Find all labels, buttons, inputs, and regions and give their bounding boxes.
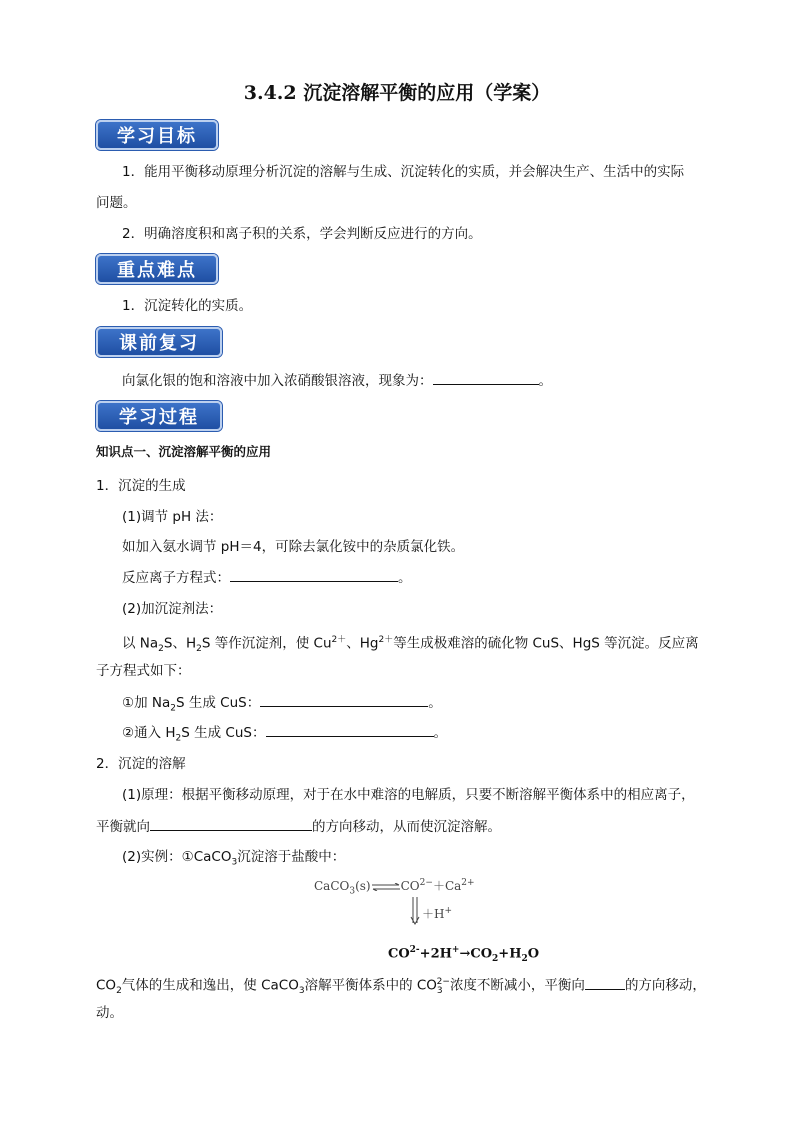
subscript: 2 [170,703,176,714]
subscript: 3 [436,986,443,997]
punct: 。 [428,695,442,711]
badge-key-points: 重点难点 [96,254,218,284]
hplus-label [422,905,452,922]
principle-line-1: (1)原理：根据平衡移动原理，对于在水中难溶的电解质，只要不断溶解平衡体系中的相应离子， [122,787,695,803]
down-arrow-icon [409,897,423,929]
goal-item-1-cont: 问题。 [96,195,137,211]
method-2-text [122,630,699,659]
text: 沉淀溶于盐酸中： [237,849,346,865]
eq-text: ＋Ca [432,879,462,893]
superscript: + [444,906,453,916]
goal-item-1: 1．能用平衡移动原理分析沉淀的溶解与生成、沉淀转化的实质，并会解决生产、生活中的实际 [122,164,685,180]
superscript: 2＋ [331,635,347,645]
eq-text: O [527,946,540,962]
text: 以 Na [122,635,159,652]
method-1-example: 如加入氨水调节 pH＝4，可除去氯化铵中的杂质氯化铁。 [122,539,465,555]
text: S 等作沉淀剂，使 Cu [201,635,332,652]
punct: 。 [538,373,552,389]
method-2-text-cont: 子方程式如下： [96,663,191,679]
eq-text: CO [388,946,410,962]
method-2-title: (2)加沉淀剂法： [122,601,223,617]
text: 平衡就向 [96,819,150,835]
text: 、Hg [346,635,379,652]
badge-goals: 学习目标 [96,120,218,150]
badge-process: 学习过程 [96,401,222,431]
superscript: 2+ [461,878,475,888]
subscript: 2 [116,986,122,997]
text: S 生成 CuS： [181,725,266,741]
eq-text: ＋H [422,907,445,921]
review-question [122,370,552,391]
answer-blank[interactable] [266,722,434,737]
eq-text: (s) [355,879,371,893]
goal-item-2: 2．明确溶度积和离子积的关系，学会判断反应进行的方向。 [122,226,482,242]
superscript: 2＋ [378,635,394,645]
subscript: 3 [349,886,356,897]
punct: 。 [433,725,447,741]
text: 浓度不断减小，平衡向 [449,977,585,994]
eq-text: +2H [419,946,452,962]
text: 等生成极难溶的硫化物 CuS、HgS 等沉淀。反应离 [393,635,699,652]
principle-line-2 [96,816,501,837]
text: S、H [163,635,197,652]
text: ②通入 H [122,725,176,741]
subscript: 2 [158,644,164,655]
answer-blank[interactable] [585,975,625,990]
method-1-title: (1)调节 pH 法： [122,509,223,525]
text: 气体的生成和逸出，使 CaCO [121,977,299,994]
superscript: + [451,945,460,955]
subscript: 2 [175,733,182,744]
subscript: 2 [492,953,499,964]
method-2-item-2 [122,722,447,749]
answer-blank[interactable] [230,567,398,582]
superscript: 2− [419,878,433,888]
text: 的方向移动， [624,977,706,994]
page-title: 3.4.2 沉淀溶解平衡的应用（学案） [243,82,551,104]
badge-review: 课前复习 [96,327,222,357]
conclusion-line-2: 动。 [96,1005,123,1021]
subscript: 2 [521,953,528,964]
example-line [122,847,345,873]
text: CO [96,977,117,994]
punct: 。 [398,570,412,586]
subscript: 2 [196,644,202,655]
answer-blank[interactable] [150,816,312,831]
subsection-title-1: 1．沉淀的生成 [96,478,186,494]
method-2-item-1 [122,692,442,719]
text: 的方向移动，从而使沉淀溶解。 [312,819,501,835]
reaction-equation [388,940,539,969]
eq-text: →CO [459,946,493,962]
answer-blank[interactable] [260,692,428,707]
eq-text: CaCO [314,879,350,893]
superscript: 2- [409,945,420,955]
key-point-item-1: 1．沉淀转化的实质。 [122,298,253,314]
conclusion-line-1 [96,972,706,1001]
subscript: 3 [231,857,238,868]
equilibrium-arrow-icon [371,883,401,891]
text: S 生成 CuS： [176,695,261,711]
text: 溶解平衡体系中的 CO [304,977,437,994]
eq-text: CO [400,879,420,893]
section-heading: 知识点一、沉淀溶解平衡的应用 [96,444,272,459]
method-1-ionic [122,567,412,588]
subscript: 3 [298,986,305,997]
review-text: 向氯化银的饱和溶液中加入浓硝酸银溶液，现象为： [122,373,433,389]
eq-text: +H [498,946,522,962]
answer-blank[interactable] [433,370,539,385]
text: (2)实例：①CaCO [122,849,232,865]
subsection-title-2: 2．沉淀的溶解 [96,756,186,772]
label: 反应离子方程式： [122,570,230,586]
superscript: 2− [436,977,450,987]
text: ①加 Na [122,695,171,711]
equilibrium-equation [314,877,475,896]
